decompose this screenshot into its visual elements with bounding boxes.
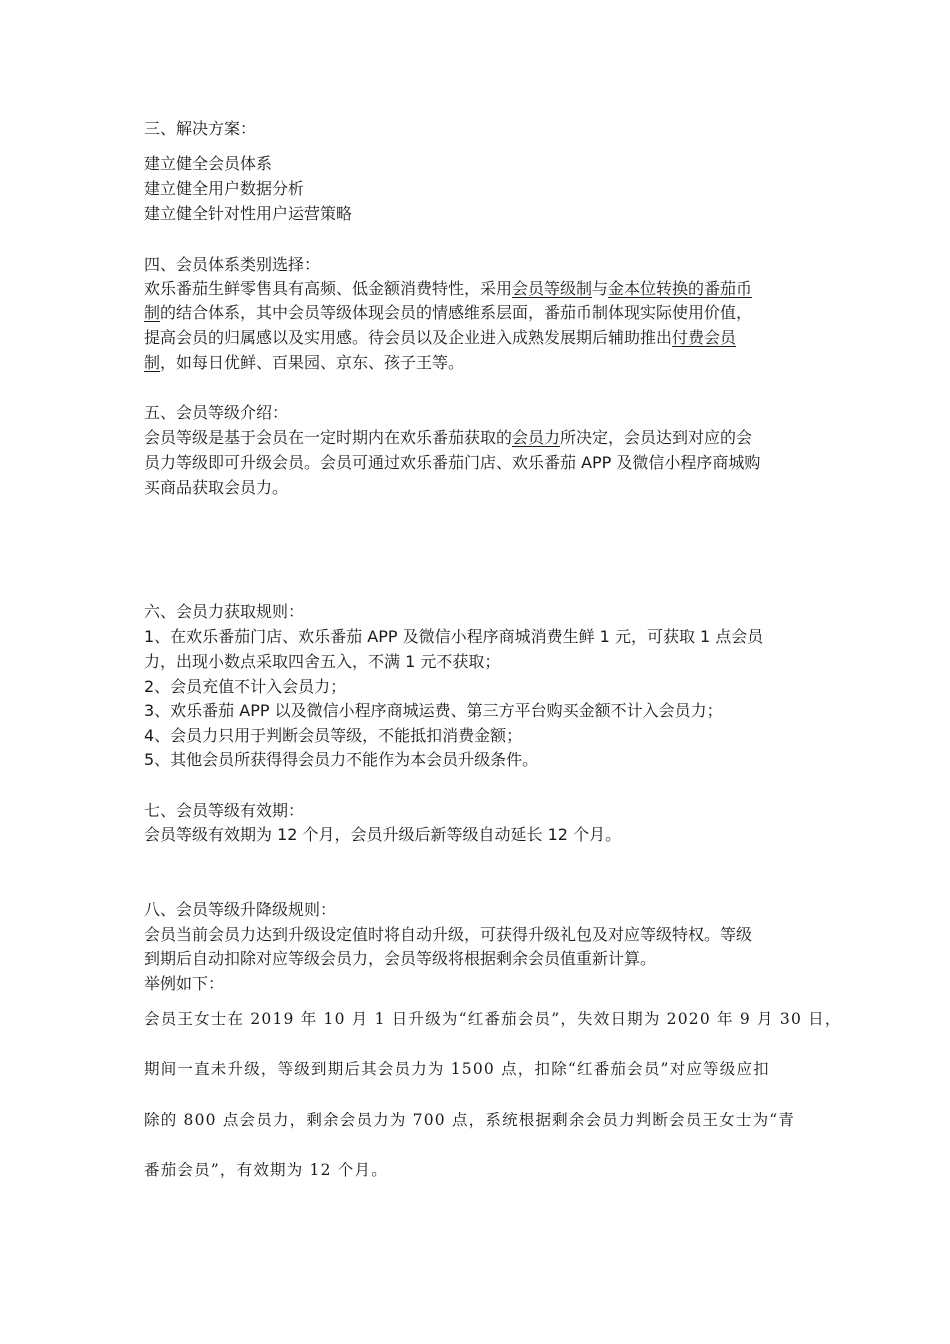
section-7-line-1: 会员等级有效期为 12 个月，会员升级后新等级自动延长 12 个月。 [144, 825, 622, 844]
section-6-line-4: 3、欢乐番茄 APP 以及微信小程序商城运费、第三方平台购买金额不计入会员力； [144, 701, 723, 720]
section-6-line-3: 2、会员充值不计入会员力； [144, 677, 347, 696]
section-4-line-3 [144, 327, 736, 349]
example-line-2: 期间一直未升级，等级到期后其会员力为 1500 点，扣除“红番茄会员”对应等级应扣 [144, 1060, 770, 1078]
section-4-line-1 [144, 278, 752, 300]
section-5-line-1 [144, 427, 752, 449]
section-8-line-2: 到期后自动扣除对应等级会员力，会员等级将根据剩余会员值重新计算。 [144, 949, 657, 968]
term-member-power: 会员力 [512, 428, 561, 447]
section-5-line-3: 买商品获取会员力。 [144, 478, 289, 497]
section-6-line-2: 力，出现小数点采取四舍五入，不满 1 元不获取； [144, 652, 501, 671]
section-6-line-5: 4、会员力只用于判断会员等级，不能抵扣消费金额； [144, 726, 523, 745]
section-3-heading: 三、解决方案： [144, 119, 257, 138]
term-membership-level: 会员等级制 [512, 279, 593, 298]
section-8-heading: 八、会员等级升降级规则： [144, 900, 337, 919]
section-8-line-3: 举例如下： [144, 974, 225, 993]
text: 的结合体系，其中会员等级体现会员的情感维系层面，番茄币制体现实际使用价值， [160, 303, 753, 322]
section-6-line-1: 1、在欢乐番茄门店、欢乐番茄 APP 及微信小程序商城消费生鲜 1 元，可获取 1 点会员 [144, 627, 764, 646]
section-5-line-2: 员力等级即可升级会员。会员可通过欢乐番茄门店、欢乐番茄 APP 及微信小程序商城购 [144, 453, 761, 472]
text: ，如每日优鲜、百果园、京东、孩子王等。 [160, 353, 465, 372]
section-7-heading: 七、会员等级有效期： [144, 801, 305, 820]
term-tomato-coin-cont: 制 [144, 303, 161, 322]
text: 会员等级是基于会员在一定时期内在欢乐番茄获取的 [144, 428, 513, 447]
text: 提高会员的归属感以及实用感。待会员以及企业进入成熟发展期后辅助推出 [144, 328, 673, 347]
section-3-item-3: 建立健全针对性用户运营策略 [144, 204, 353, 223]
text: 与 [592, 279, 609, 298]
text: 所决定，会员达到对应的会 [560, 428, 753, 447]
section-5-heading: 五、会员等级介绍： [144, 403, 289, 422]
example-line-3: 除的 800 点会员力，剩余会员力为 700 点，系统根据剩余会员力判断会员王女士为“青 [144, 1111, 796, 1129]
term-paid-membership: 付费会员 [672, 328, 737, 347]
example-line-1: 会员王女士在 2019 年 10 月 1 日升级为“红番茄会员”，失效日期为 2020 年 9 月 30 日， [144, 1010, 842, 1028]
text: 欢乐番茄生鲜零售具有高频、低金额消费特性，采用 [144, 279, 513, 298]
section-6-heading: 六、会员力获取规则： [144, 602, 305, 621]
example-line-4: 番茄会员”，有效期为 12 个月。 [144, 1161, 388, 1179]
term-tomato-coin: 金本位转换的番茄币 [608, 279, 753, 298]
section-3-item-2: 建立健全用户数据分析 [144, 179, 305, 198]
section-8-line-1: 会员当前会员力达到升级设定值时将自动升级，可获得升级礼包及对应等级特权。等级 [144, 925, 753, 944]
section-4-line-2 [144, 302, 752, 324]
term-paid-membership-cont: 制 [144, 353, 161, 372]
section-4-line-4 [144, 352, 464, 374]
section-3-item-1: 建立健全会员体系 [144, 154, 273, 173]
section-6-line-6: 5、其他会员所获得得会员力不能作为本会员升级条件。 [144, 750, 539, 769]
section-4-heading: 四、会员体系类别选择： [144, 255, 321, 274]
